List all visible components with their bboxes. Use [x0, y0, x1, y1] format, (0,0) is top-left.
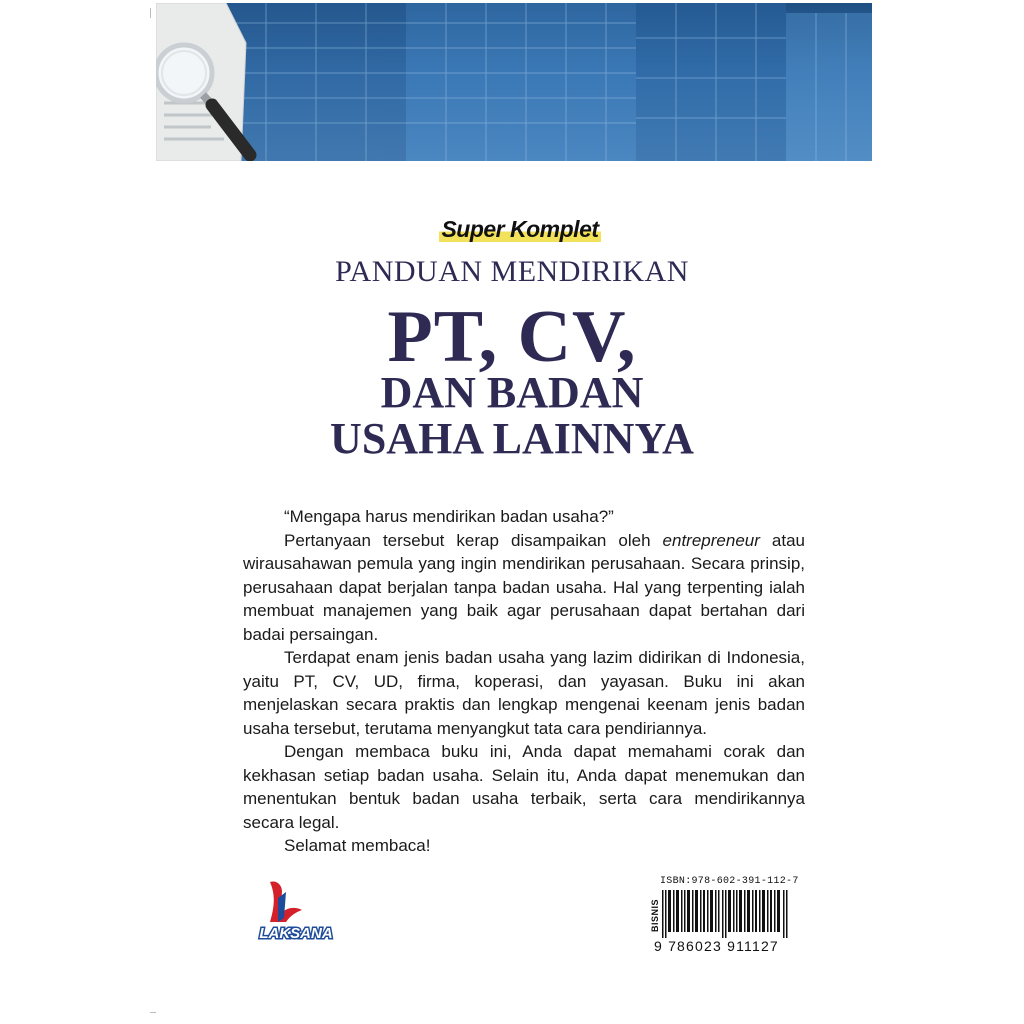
category-label: BISNIS — [650, 898, 660, 932]
blurb-p2-before: Pertanyaan tersebut kerap disampaikan oleh — [284, 530, 663, 550]
blurb-p2-italic: entrepreneur — [662, 530, 760, 550]
title-line-4: USAHA LAINNYA — [330, 414, 694, 464]
title-line-3: DAN BADAN — [380, 368, 644, 417]
title-line-2: PT, CV, — [387, 296, 637, 378]
publisher-logo — [256, 878, 336, 942]
tagline — [430, 216, 610, 243]
crop-mark-bottom-left — [150, 1012, 156, 1013]
logo-text: LAKSANA — [259, 925, 333, 942]
cover-banner-image — [156, 3, 872, 161]
blurb — [243, 505, 805, 858]
blurb-paragraph-5: Selamat membaca! — [284, 836, 431, 855]
blurb-p2-after: atau wirausahawan pemula yang ingin mendirikan perusahaan. Secara prinsip, perusahaan dapat berjalan tanpa badan usaha. Hal yang terpenting ialah membuat manajemen yang baik agar perusahaan dapat bertahan dari badai persaingan. — [243, 530, 805, 644]
barcode-digits: 9 786023 911127 — [654, 938, 779, 954]
barcode-bars — [662, 890, 790, 938]
blurb-paragraph-3: Terdapat enam jenis badan usaha yang lazim didirikan di Indonesia, yaitu PT, CV, UD, firma, koperasi, dan yayasan. Buku ini akan menjelaskan secara praktis dan lengkap mengenai keenam jenis badan usaha tersebut, terutama menyangkut tata cara pendiriannya. — [243, 648, 805, 738]
blurb-paragraph-2 — [243, 529, 805, 647]
blurb-paragraph-1: “Mengapa harus mendirikan badan usaha?” — [284, 507, 614, 526]
title-line-1: PANDUAN MENDIRIKAN — [335, 255, 689, 288]
blurb-paragraph-4: Dengan membaca buku ini, Anda dapat memahami corak dan kekhasan setiap badan usaha. Selain itu, Anda dapat menemukan dan menentukan bentuk badan usaha terbaik, serta cara mendirikannya secara legal. — [243, 742, 805, 832]
tagline-text: Super Komplet — [441, 216, 599, 242]
title-lines-3-4 — [300, 370, 724, 462]
isbn-label: ISBN:978-602-391-112-7 — [660, 876, 799, 887]
crop-mark-top-left — [150, 8, 151, 18]
